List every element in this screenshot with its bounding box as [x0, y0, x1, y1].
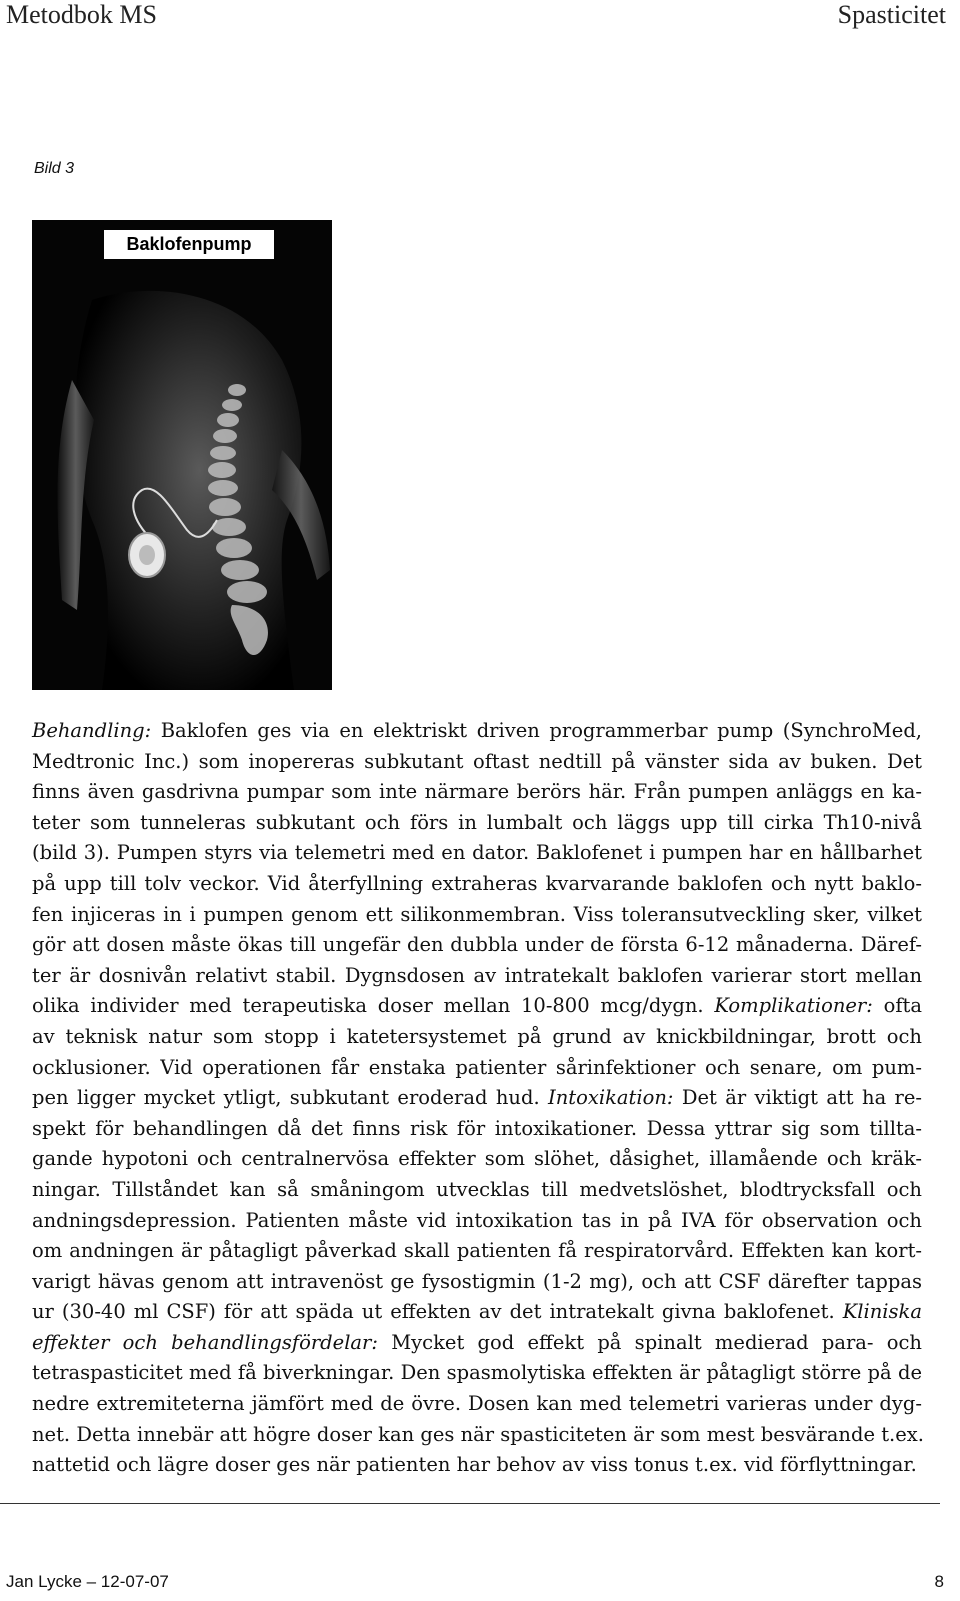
body-emphasis: Kliniska — [842, 1300, 922, 1324]
body-line — [32, 1450, 922, 1481]
body-text-run: ofta — [872, 994, 922, 1018]
body-text-run: nattetid och lägre doser ges när patienten har behov av viss tonus t.ex. vid förflyttningar. — [32, 1453, 917, 1477]
body-text-run: andningsdepression. Patienten måste vid intoxikation tas in på IVA för observation och — [32, 1208, 922, 1232]
body-line — [32, 1083, 922, 1114]
figure-caption: Bild 3 — [34, 160, 75, 177]
body-text-run: Baklofen ges via en elektriskt driven programmerbar pump (SynchroMed, — [151, 719, 922, 742]
body-line — [32, 991, 922, 1022]
body-line — [32, 777, 922, 808]
body-text-run: Mycket god effekt på spinalt medierad para- och — [377, 1330, 922, 1354]
body-line — [32, 1420, 922, 1451]
body-line — [32, 1022, 922, 1053]
body-line — [32, 1297, 922, 1328]
body-line — [32, 716, 922, 747]
footer-author-date: Jan Lycke – 12-07-07 — [6, 1572, 169, 1591]
body-line — [32, 1206, 922, 1237]
body-text-run: gör att dosen måste ökas till ungefär den dubbla under de första 6-12 månaderna. Däref- — [32, 933, 922, 957]
page-number: 8 — [934, 1572, 944, 1591]
body-paragraph — [32, 716, 922, 1481]
figure-image-title: Baklofenpump — [104, 230, 274, 259]
body-emphasis: Intoxikation: — [548, 1086, 674, 1110]
body-text-run: gande hypotoni och centralnervösa effekter som slöhet, dåsighet, illamående och kräk- — [32, 1147, 922, 1171]
body-text-run: olika individer med terapeutiska doser mellan 10-800 mcg/dygn. — [32, 994, 715, 1018]
body-text-run: (bild 3). Pumpen styrs via telemetri med en dator. Baklofenet i pumpen har en hållbarhet — [32, 841, 922, 865]
body-line — [32, 747, 922, 778]
baklofen-pump-figure — [32, 220, 332, 690]
body-line — [32, 1053, 922, 1084]
body-line — [32, 1358, 922, 1389]
body-text-run: ningar. Tillståndet kan så småningom utvecklas till medvetslöshet, blodtrycksfall och — [32, 1177, 922, 1201]
body-text-run: Det är viktigt att ha re- — [673, 1086, 923, 1110]
body-line — [32, 1175, 922, 1206]
body-line — [32, 1328, 922, 1359]
body-line — [32, 1267, 922, 1298]
footer-divider — [0, 1503, 940, 1504]
body-text-run: net. Detta innebär att högre doser kan ges när spasticiteten är som mest besvärande t.ex. — [32, 1422, 924, 1446]
body-line — [32, 1114, 922, 1145]
body-emphasis: Behandling: — [32, 719, 152, 742]
body-line — [32, 838, 922, 869]
body-text-run: tetraspasticitet med få biverkningar. Den spasmolytiska effekten är påtagligt större på de — [32, 1361, 922, 1385]
body-text-run: varigt hävas genom att intravenöst ge fysostigmin (1-2 mg), och att CSF därefter tappas — [32, 1269, 922, 1293]
body-text-run: spekt för behandlingen då det finns risk för intoxikationer. Dessa yttrar sig som tillta- — [32, 1116, 922, 1140]
body-line — [32, 900, 922, 931]
body-text-run: ter är dosnivån relativt stabil. Dygnsdosen av intratekalt baklofen varierar stort mellan — [32, 963, 922, 987]
body-line — [32, 1144, 922, 1175]
body-text-run: ur (30-40 ml CSF) för att späda ut effekten av det intratekalt givna baklofenet. — [32, 1300, 843, 1324]
body-text-run: om andningen är påtagligt påverkad skall patienten få respiratorvård. Effekten kan kort- — [32, 1239, 922, 1263]
body-text-run: finns även gasdrivna pumpar som inte närmare berörs här. Från pumpen anläggs en ka- — [32, 780, 922, 804]
body-line — [32, 1389, 922, 1420]
body-line — [32, 930, 922, 961]
body-text-run: ocklusioner. Vid operationen får enstaka patienter sårinfektioner och senare, om pum- — [32, 1055, 922, 1079]
body-text-run: pen ligger mycket ytligt, subkutant eroderad hud. — [32, 1086, 549, 1110]
header-section: Spasticitet — [837, 0, 946, 29]
body-text-run: fen injiceras in i pumpen genom ett silikonmembran. Viss toleransutveckling sker, vilket — [32, 902, 922, 926]
body-text-run: teter som tunneleras subkutant och förs in lumbalt och läggs upp till cirka Th10-nivå — [32, 810, 922, 834]
body-text-run: nedre extremiteterna jämfört med de övre. Dosen kan med telemetri varieras under dyg- — [32, 1392, 922, 1416]
body-line — [32, 808, 922, 839]
body-line — [32, 1236, 922, 1267]
body-emphasis: Komplikationer: — [714, 994, 873, 1018]
body-silhouette-illustration — [32, 220, 332, 690]
body-text-run: av teknisk natur som stopp i katetersystemet på grund av knickbildningar, brott och — [32, 1024, 922, 1048]
body-text-run: på upp till tolv veckor. Vid återfyllning extraheras kvarvarande baklofen och nytt baklo- — [32, 871, 922, 895]
body-line — [32, 961, 922, 992]
body-emphasis: effekter och behandlingsfördelar: — [32, 1330, 378, 1354]
header-title: Metodbok MS — [6, 0, 157, 29]
body-line — [32, 869, 922, 900]
body-text-run: Medtronic Inc.) som inopereras subkutant oftast nedtill på vänster sida av buken. Det — [32, 749, 922, 773]
